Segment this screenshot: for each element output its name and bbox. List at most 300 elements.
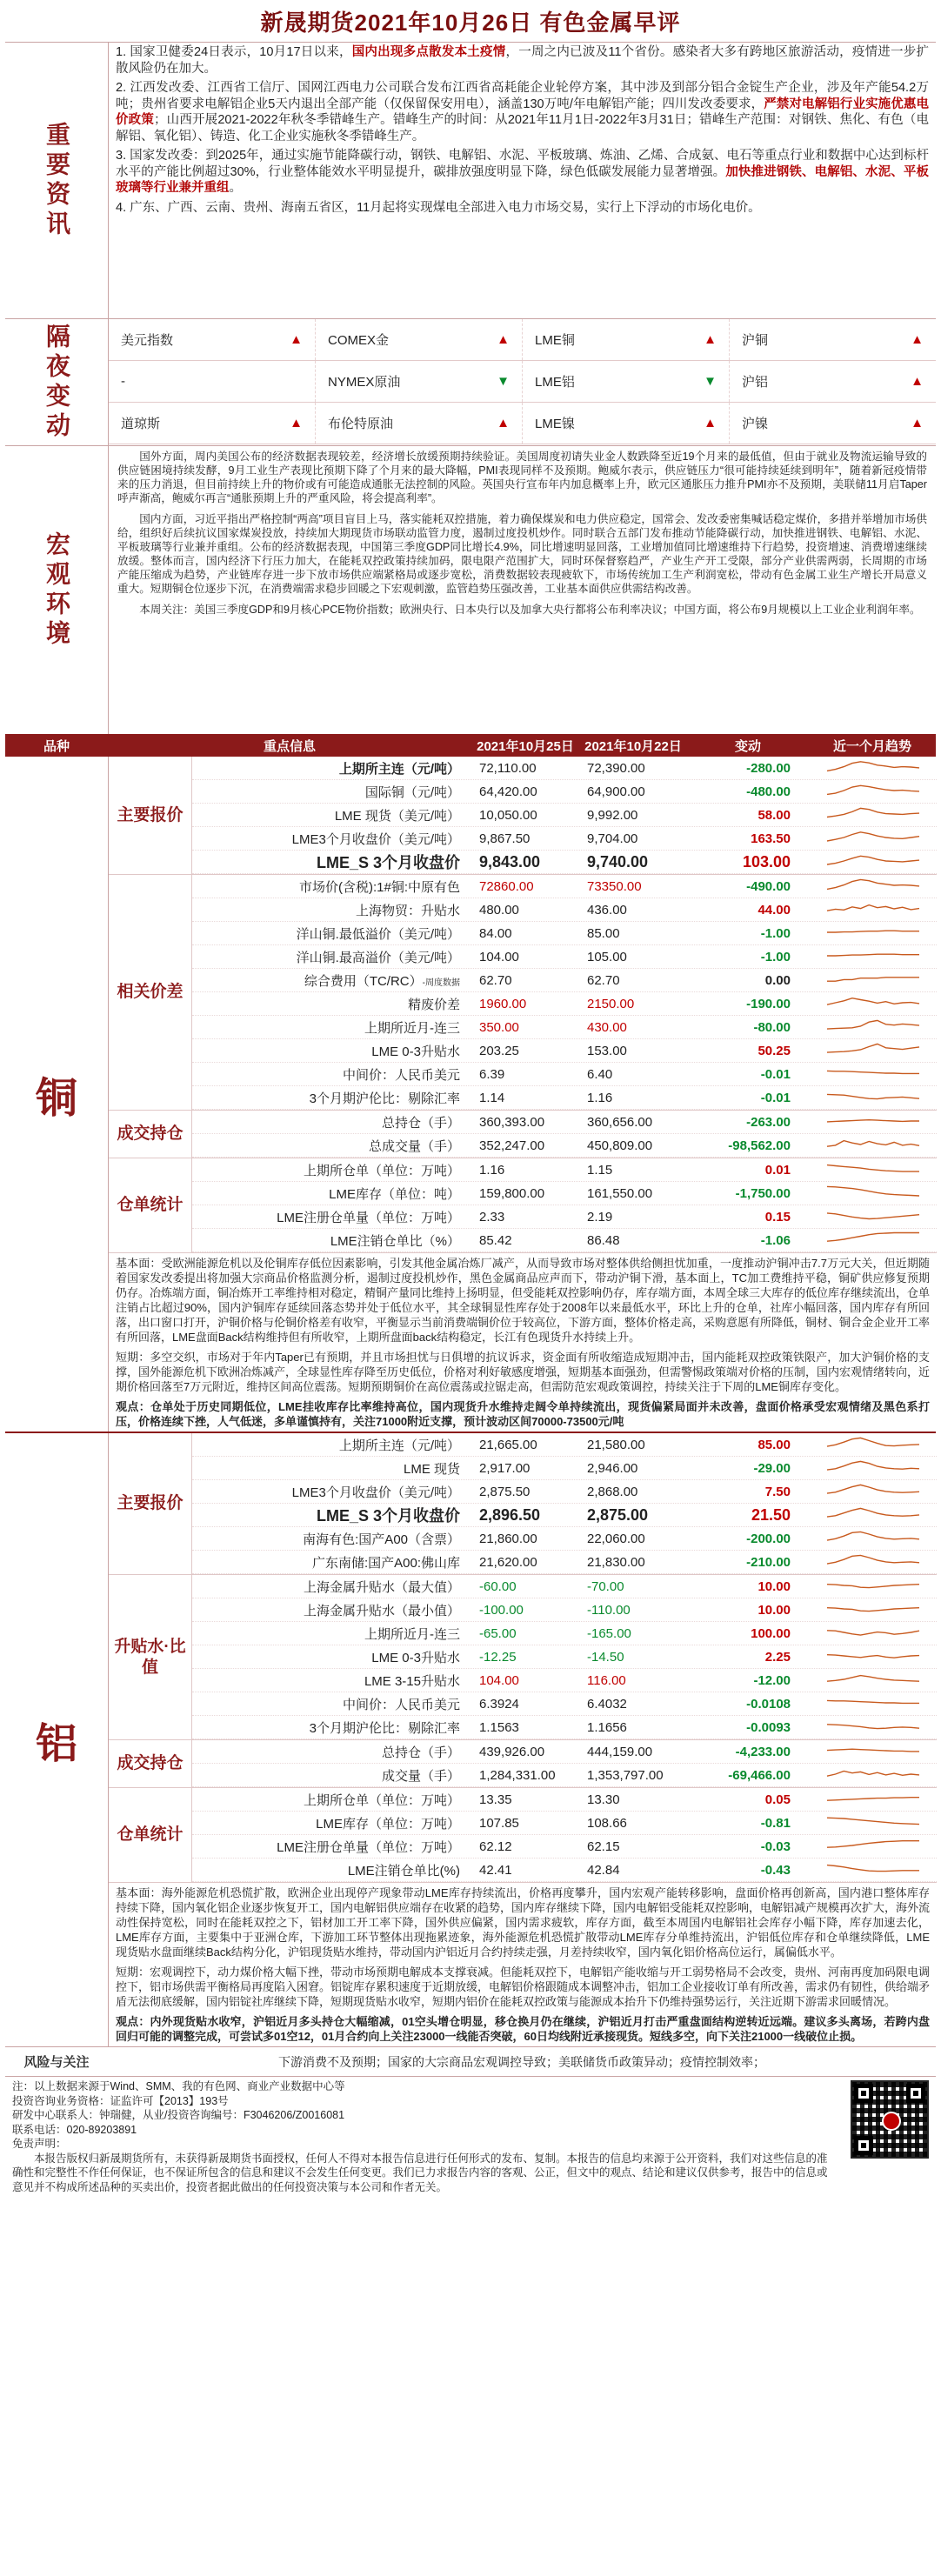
trend-sparkline (825, 1112, 921, 1131)
metric-name (192, 1672, 472, 1690)
trend-cell (810, 898, 937, 921)
metric-name-text: 南海有色:国产A00（含票） (303, 1532, 460, 1547)
change-value: 100.00 (751, 1625, 791, 1641)
table-row (192, 851, 937, 874)
trend-cell (810, 1692, 937, 1715)
metric-name (192, 1231, 472, 1250)
aluminum-view-note: 观点：内外现货贴水收窄，沪铝近月多头持仓大幅缩减，01空头增仓明显，移仓换月仍在继续，沪铝近月打击严重盘面结构逆转近远端。建议多头离场，若跨内盘回归可能的调整完成，可尝试多01空12，01月合约向上关注23000一线能否突破，60日均线附近承接现货。短线多空，向下关注21000一线破位止损。 (116, 2015, 930, 2043)
metric-name-text: 洋山铜.最低溢价（美元/吨） (296, 926, 460, 942)
value-oct22: 105.00 (587, 949, 627, 964)
metric-group (109, 1788, 937, 1883)
value-oct22: 64,900.00 (587, 784, 645, 799)
table-row (192, 1645, 937, 1669)
change-value: -200.00 (746, 1531, 791, 1546)
trend-cell (810, 1504, 937, 1526)
overnight-row (109, 319, 936, 361)
aluminum-short-note: 短期：宏观调控下，动力煤价格大幅下挫，带动市场预期电解成本支撑衰减。但能耗双控下，电解铝产能收缩与开工弱势格局不会改变，贵州、河南再度加码限电调控下，铝市场供需平衡格局再度陷入困窘。铝锭库存累积速度于近期放缓，电解铝价格跟随成本调整冲击，铝加工企业接收订单有所改善，需求仍有韧性，供给端矛盾无法彻底缓解，国内铝锭社库继续下降，短期现货贴水收窄，短期内铝价在能耗双控政策与能源成本抬升下仍维持强势运行，关注近期下游需求回暖情况。 (116, 1965, 931, 2008)
trend-line (827, 1676, 919, 1682)
trend-cell (810, 1788, 937, 1811)
trend-cell (810, 827, 937, 850)
trend-line (827, 1438, 919, 1446)
table-row (192, 1433, 937, 1457)
trend-line (827, 1772, 919, 1777)
trend-line (827, 1141, 919, 1147)
value-oct25: 72,110.00 (479, 760, 537, 776)
value-oct22: 1.15 (587, 1162, 613, 1178)
trend-cell (810, 1764, 937, 1786)
table-row (192, 1086, 937, 1110)
news-item (109, 146, 936, 198)
table-row (192, 757, 937, 780)
value-oct25: 72860.00 (479, 878, 534, 894)
value-oct25: -60.00 (479, 1578, 517, 1594)
up-triangle-icon: ▲ (704, 416, 717, 430)
trend-sparkline (825, 782, 921, 801)
trend-sparkline (825, 1577, 921, 1596)
trend-line (827, 1585, 919, 1588)
metric-group (109, 1158, 937, 1253)
value-oct22: 62.70 (587, 972, 620, 988)
table-row (192, 1551, 937, 1574)
table-row (192, 1182, 937, 1205)
trend-sparkline (825, 1136, 921, 1155)
value-oct25: 2,917.00 (479, 1460, 531, 1476)
value-oct22: 2150.00 (587, 996, 635, 1011)
trend-sparkline (825, 1041, 921, 1060)
metric-name-note: -周度数据 (422, 978, 460, 988)
value-oct25: 104.00 (479, 949, 519, 964)
change-value: 0.15 (764, 1209, 791, 1225)
table-row (192, 1692, 937, 1716)
value-oct22: 2.19 (587, 1209, 613, 1225)
metric-name (192, 1648, 472, 1666)
table-row (192, 1764, 937, 1787)
metric-group-label: 成交持仓 (109, 1111, 192, 1158)
trend-line (827, 905, 919, 911)
metric-rows (192, 1111, 937, 1158)
value-oct22: 73350.00 (587, 878, 642, 894)
metric-rows (192, 1433, 937, 1574)
metric-rows (192, 875, 937, 1110)
value-oct25: 1,284,331.00 (479, 1767, 556, 1783)
footer (5, 2076, 936, 2197)
trend-sparkline (825, 1458, 921, 1478)
aluminum-groups (109, 1433, 937, 1883)
value-oct22: -14.50 (587, 1649, 624, 1665)
trend-cell (810, 804, 937, 826)
change-value: 0.01 (764, 1162, 791, 1178)
copper-body (108, 757, 937, 1431)
trend-cell (810, 1205, 937, 1228)
value-oct22: 2,868.00 (587, 1484, 638, 1499)
trend-cell (810, 1039, 937, 1062)
copper-section (5, 757, 936, 1431)
news-item-text: ；山西开展2021-2022年秋冬季错峰生产。错峰生产的时间：从2021年11月1日-2022年3月31日；错峰生产范围：对钢铁、焦化、有色（电解铝、氧化铝）、铸造、化工企业实施秋冬季错峰生产。 (116, 113, 929, 143)
trend-cell (810, 1859, 937, 1881)
overnight-label: 隔夜变动 (43, 323, 71, 442)
table-row (192, 1575, 937, 1598)
news-item-highlight: 加快推进钢铁、电解铝、水泥、平板玻璃等行业兼并重组 (116, 164, 929, 195)
metric-name (192, 1766, 472, 1785)
table-row (192, 1039, 937, 1063)
trend-cell (810, 1669, 937, 1692)
table-row (192, 1859, 937, 1882)
value-oct22: 62.15 (587, 1839, 620, 1854)
table-row (192, 1716, 937, 1739)
overnight-row (109, 403, 936, 444)
metric-name-text: LME 3-15升贴水 (364, 1673, 460, 1689)
change-value: 10.00 (757, 1602, 791, 1618)
value-oct22: 72,390.00 (587, 760, 645, 776)
overnight-name: 道琼斯 (121, 417, 161, 431)
metric-name-text: 3个月期沪伦比：剔除汇率 (309, 1091, 460, 1106)
trend-line (827, 762, 919, 771)
overnight-cell (109, 361, 316, 402)
trend-line (827, 954, 919, 956)
table-row (192, 1504, 937, 1527)
change-value: -0.43 (760, 1862, 791, 1878)
trend-cell (810, 1551, 937, 1573)
trend-sparkline (825, 805, 921, 824)
metric-name-text: 上海物贸：升贴水 (355, 903, 460, 918)
metric-name (192, 948, 472, 966)
trend-line (827, 808, 919, 817)
header-change: 变动 (734, 738, 761, 754)
value-oct25: 107.85 (479, 1815, 519, 1831)
value-oct22: 444,159.00 (587, 1744, 653, 1759)
copper-groups (109, 757, 937, 1253)
metric-rows (192, 1158, 937, 1252)
trend-cell (810, 945, 937, 968)
metric-name (192, 830, 472, 848)
trend-line (827, 1841, 919, 1848)
metric-name-text: 上海金属升贴水（最大值） (303, 1579, 460, 1595)
metric-group (109, 1740, 937, 1788)
metric-name-text: LME_S 3个月收盘价 (316, 1507, 460, 1525)
metric-group (109, 1433, 937, 1575)
metric-name-text: 上期所仓单（单位：万吨） (303, 1163, 460, 1178)
metric-name (192, 1483, 472, 1501)
trend-sparkline (825, 1160, 921, 1179)
trend-sparkline (825, 1765, 921, 1785)
header-key-info: 重点信息 (263, 738, 316, 754)
trend-cell (810, 1111, 937, 1133)
copper-basic-note: 基本面：受欧洲能源危机以及伦铜库存低位因素影响，引发其他金属冶炼厂减产，从而导致市场对整体供给侧担忧加重，一度推动沪铜冲击7.7万元大关，但近期随着国家发改委提出将加强大宗商品价格监测分析，遏制过度投机炒作，黑色金属商品应声而下，带动沪铜下滑，基本面上，TC加工费维持平稳，铜矿供应修复预期仍存。冶炼端方面，铜冶炼开工率维持相对稳定，精铜产量同比维持上扬明显，但受能耗双控影响仍存，库存端方面，本周全球三大库存的低位库存继续流出，仓单注销占比超过90%，国内沪铜库存延续回落态势并处于低位水平，其全球铜显性库存处于2008年以来最低水平，环比上升的仓单，社库小幅回落，国内库存有所回落，出口窗口打开，沪铜价格与伦铜价格差有收窄，平衡显示当前消费端铜价位于较高位，下游方面，整体价格走高，采购意愿有所降低，铜材、铜合金企业开工率有所回落，LME盘面Back结构维持但有所收窄，上期所盘面back结构稳定，长江有色现货升水持续上升。 (116, 1257, 931, 1344)
trend-line (827, 1655, 919, 1658)
news-body (108, 43, 936, 318)
change-value: -0.01 (760, 1066, 791, 1082)
table-row (192, 804, 937, 827)
overnight-cell (730, 361, 936, 402)
table-row (192, 922, 937, 945)
change-value: 10.00 (757, 1578, 791, 1594)
overnight-name: LME镍 (535, 417, 575, 431)
risk-row (5, 2046, 936, 2076)
trend-line (827, 1798, 919, 1801)
metric-name-text: 中间价：人民币美元 (342, 1067, 460, 1083)
table-row (192, 1016, 937, 1039)
trend-cell (810, 992, 937, 1015)
metric-name (192, 1089, 472, 1107)
value-oct25: 9,843.00 (479, 852, 541, 871)
footer-text (5, 2077, 844, 2197)
value-oct22: -110.00 (587, 1602, 631, 1618)
change-value: 21.50 (751, 1505, 791, 1524)
change-value: -29.00 (753, 1460, 791, 1476)
change-value: -98,562.00 (728, 1138, 791, 1153)
value-oct25: -12.25 (479, 1649, 517, 1665)
trend-cell (810, 875, 937, 898)
value-oct22: 9,704.00 (587, 831, 638, 846)
change-value: -1,750.00 (735, 1185, 791, 1201)
table-row (192, 1669, 937, 1692)
change-value: -0.0093 (746, 1719, 791, 1735)
trend-sparkline (825, 852, 921, 871)
trend-line (827, 1725, 919, 1729)
change-value: -4,233.00 (735, 1744, 791, 1759)
macro-paragraph: 国外方面，周内美国公布的经济数据表现较差，经济增长放缓预期持续验证。美国周度初请失业金人数跌降至近19个月来的最低值，但由于就业及物流运输导致的供应链困境持续发酵，9月工业生产表现比预期下降了个月来的最大降幅，PMI表现同样不及预期。鲍威尔表示，供应链压力“很可能持续延续到明年”，随着新冠疫情带来的压力消退，但目前持续上升的物价或有可能造成通胀无法控制的风险。英国央行宣布年内加息概率上升，欧元区通胀压力推升PMI亦不及预期，美联储11月启Taper呼声渐高，鲍威尔再言“通胀预期上升的严重风险，将会提高利率”。 (117, 450, 927, 504)
metric-name (192, 1436, 472, 1454)
metric-group-label: 相关价差 (109, 875, 192, 1110)
value-oct25: 350.00 (479, 1019, 519, 1035)
value-oct22: 450,809.00 (587, 1138, 653, 1153)
trend-sparkline (825, 947, 921, 966)
metric-name-text: 洋山铜.最高溢价（美元/吨） (296, 950, 460, 965)
trend-sparkline (825, 1482, 921, 1501)
change-value: -12.00 (753, 1672, 791, 1688)
news-label: 重要资讯 (43, 121, 71, 240)
trend-line (827, 1020, 919, 1029)
change-value: -210.00 (746, 1554, 791, 1570)
footer-line-disclaimer-title: 免责声明： (12, 2138, 67, 2150)
value-oct22: 86.48 (587, 1232, 620, 1248)
change-value: -0.81 (760, 1815, 791, 1831)
metric-name (192, 1625, 472, 1643)
metric-rows (192, 1575, 937, 1739)
trend-sparkline (825, 1647, 921, 1666)
metric-name (192, 1791, 472, 1809)
metric-name (192, 1861, 472, 1879)
metric-name-text: LME注册仓单量（单位：万吨） (277, 1839, 460, 1855)
metric-name (192, 1208, 472, 1226)
metric-name-text: LME 0-3升贴水 (371, 1650, 460, 1665)
qr-code-icon[interactable] (851, 2080, 929, 2159)
metric-group (109, 875, 937, 1111)
header-variety: 品种 (43, 738, 70, 754)
overnight-name: COMEX金 (328, 333, 390, 348)
aluminum-body (108, 1433, 937, 2046)
footer-line-license: 投资咨询业务资格：证监许可【2013】193号 (12, 2094, 229, 2107)
value-oct25: 13.35 (479, 1792, 512, 1807)
trend-cell (810, 1598, 937, 1621)
value-oct25: 21,860.00 (479, 1531, 537, 1546)
table-row (192, 875, 937, 898)
overnight-cell (109, 403, 316, 444)
trend-cell (810, 1527, 937, 1550)
metric-name (192, 851, 472, 873)
trend-cell (810, 1645, 937, 1668)
trend-cell (810, 922, 937, 944)
trend-line (827, 1631, 919, 1635)
overnight-name: 沪镍 (742, 417, 769, 431)
copper-view-note: 观点：仓单处于历史同期低位，LME挂收库存比率维持高位，国内现货升水维持走阔令单持续流出，现货偏紧局面并未改善，盘面价格承受宏观情绪及黑色系打压，价格连续下挫，人气低迷，多单谨慎持有，关注71000附近支撑，预计波动区间70000-73500元/吨 (116, 1400, 930, 1428)
trend-sparkline (825, 1018, 921, 1037)
macro-paragraph: 本周关注：美国三季度GDP和9月核心PCE物价指数；欧洲央行、日本央行以及加拿大央行都将公布利率决议；中国方面，将公布9月规模以上工业企业利润年率。 (139, 604, 921, 616)
trend-cell (810, 1575, 937, 1598)
trend-sparkline (825, 1435, 921, 1454)
value-oct25: 21,620.00 (479, 1554, 537, 1570)
value-oct22: 13.30 (587, 1792, 620, 1807)
trend-cell (810, 1182, 937, 1205)
value-oct22: 85.00 (587, 925, 620, 941)
overnight-grid (108, 319, 936, 445)
metric-group-label: 主要报价 (109, 1433, 192, 1574)
overnight-name: 美元指数 (121, 333, 174, 348)
overnight-cell (316, 403, 523, 444)
metric-name (192, 1601, 472, 1619)
trend-sparkline (825, 1184, 921, 1203)
table-row (192, 780, 937, 804)
value-oct22: 1.1656 (587, 1719, 627, 1735)
metric-name (192, 759, 472, 777)
metric-group-label: 升贴水·比值 (109, 1575, 192, 1739)
trend-line (827, 1233, 919, 1242)
trend-sparkline (825, 1624, 921, 1643)
value-oct25: 1.14 (479, 1090, 505, 1105)
change-value: 44.00 (757, 902, 791, 918)
trend-cell (810, 1063, 937, 1085)
value-oct22: -70.00 (587, 1578, 624, 1594)
trend-cell (810, 851, 937, 873)
trend-sparkline (825, 1671, 921, 1690)
copper-label: 铜 (35, 1073, 77, 1123)
news-item-text: 2. 江西发改委、江西省工信厅、国网江西电力公司联合发布江西省高耗能企业轮停方案，其中涉及到部分铝合金锭生产企业，涉及年产能54.2万吨；贵州省要求电解铝企业5天内退出全部产能（仅保留保安用电），涵盖130万吨/年电解铝产能；四川发改委要求， (116, 81, 929, 111)
trend-sparkline (825, 829, 921, 848)
trend-sparkline (825, 994, 921, 1013)
value-oct25: 439,926.00 (479, 1744, 545, 1759)
change-value: 50.25 (757, 1043, 791, 1058)
trend-line (827, 1120, 919, 1122)
metric-name (192, 1065, 472, 1084)
metric-name (192, 971, 472, 990)
value-oct25: 480.00 (479, 902, 519, 918)
metric-name (192, 1459, 472, 1478)
trend-line (827, 1749, 919, 1752)
trend-sparkline (825, 1600, 921, 1619)
value-oct25: 85.42 (479, 1232, 512, 1248)
overnight-name: - (121, 374, 125, 389)
news-item (109, 43, 936, 78)
overnight-cell (316, 361, 523, 402)
metric-name-text: LME3个月收盘价（美元/吨） (291, 1485, 460, 1500)
footer-line-source: 注：以上数据来源于Wind、SMM、我的有色网、商业产业数据中心等 (12, 2080, 345, 2092)
metric-name-text: LME3个月收盘价（美元/吨） (291, 831, 460, 847)
trend-line (827, 1865, 919, 1872)
metric-name-text: LME注销仓单比(%) (347, 1863, 460, 1879)
value-oct22: 108.66 (587, 1815, 627, 1831)
trend-line (827, 1608, 919, 1612)
metric-rows (192, 1740, 937, 1787)
news-item-text: 1. 国家卫健委24日表示，10月17日以来， (116, 45, 352, 59)
value-oct25: 1.16 (479, 1162, 505, 1178)
risk-text: 下游消费不及预期；国家的大宗商品宏观调控导致；美联储货币政策异动；疫情控制效率； (278, 2054, 765, 2069)
trend-sparkline (825, 1694, 921, 1713)
trend-line (827, 998, 919, 1005)
value-oct25: 1.1563 (479, 1719, 519, 1735)
trend-cell (810, 1716, 937, 1738)
metric-name-text: 上期所主连（元/吨） (338, 1438, 460, 1453)
table-row (192, 1835, 937, 1859)
metric-group-label: 仓单统计 (109, 1788, 192, 1882)
metric-name (192, 1695, 472, 1713)
trend-cell (810, 1433, 937, 1456)
up-triangle-icon: ▲ (290, 332, 303, 347)
up-triangle-icon: ▲ (911, 332, 924, 347)
change-value: -69,466.00 (728, 1767, 791, 1783)
news-item-highlight: 严禁对电解铝行业实施优惠电价政策 (116, 97, 930, 127)
metric-name (192, 1113, 472, 1131)
table-row (192, 1527, 937, 1551)
change-value: 7.50 (764, 1484, 791, 1499)
trend-line (827, 1094, 919, 1098)
metric-name-text: LME 0-3升贴水 (371, 1044, 460, 1059)
trend-sparkline (825, 1529, 921, 1548)
metric-name (192, 1718, 472, 1737)
overnight-cell (523, 361, 730, 402)
news-item-text: 4. 广东、广西、云南、贵州、海南五省区，11月起将实现煤电全部进入电力市场交易，实行上下浮动的市场化电价。 (116, 200, 761, 215)
table-row (192, 1229, 937, 1252)
value-oct22: 9,992.00 (587, 807, 638, 823)
value-oct22: 116.00 (587, 1672, 626, 1688)
news-item-text: 。 (229, 181, 242, 195)
change-value: -0.0108 (746, 1696, 791, 1712)
trend-line (827, 1461, 919, 1470)
metric-name (192, 901, 472, 919)
metric-name-text: 综合费用（TC/RC） (304, 973, 423, 989)
metric-name-text: 成交量（手） (381, 1768, 460, 1784)
down-triangle-icon: ▼ (497, 374, 510, 389)
value-oct25: 42.41 (479, 1862, 512, 1878)
news-item-text: ，一周之内已波及11个省份。感染者大多有跨地区旅游活动，疫情进一步扩散风险仍在加大。 (116, 45, 929, 76)
aluminum-basic-note: 基本面：海外能源危机恐慌扩散，欧洲企业出现停产现象带动LME库存持续流出，价格再度攀升，国内宏观产能转移影响，盘面价格再创新高，国内港口整体库存持续下降，国内氧化铝企业逐步恢复开工，国内电解铝供应端存在收紧的趋势，国内库存继续下降，国内电解铝受能耗双控影响，电解铝减产规模再次扩大，海外流动性保持宽松，同时在能耗双控之下，铝材加工开工率下降，国外供应偏紧，国内需求疲软，库存方面，截至本周国内电解铝社会库存小幅下降，库存加速去化，LME库存方面，主要集中于亚洲仓库，下游加工环节整体出现拖累迹象，海外能源危机恐慌扩散带动LME库存分单维持流出，沪铝低位库存和仓单继续降低，LME现货贴水盘面继续Back结构分化，沪铝现货贴水维持，带动国内沪铝近月合约持续走强，月差持续收窄，国内氧化铝价格高位运行，属偏低水平。 (116, 1886, 931, 1959)
value-oct25: 6.39 (479, 1066, 505, 1082)
value-oct22: 360,656.00 (587, 1114, 653, 1130)
trend-line (827, 1555, 919, 1564)
table-row (192, 1622, 937, 1645)
metric-name-text: 3个月期沪伦比：剔除汇率 (309, 1720, 460, 1736)
metric-name-text: 市场价(含税):1#铜:中原有色 (298, 879, 460, 895)
header-trend: 近一个月趋势 (832, 738, 911, 754)
metric-name-text: 上期所仓单（单位：万吨） (303, 1792, 460, 1808)
table-row (192, 827, 937, 851)
value-oct22: 21,830.00 (587, 1554, 645, 1570)
metric-name (192, 783, 472, 801)
overnight-cell (730, 319, 936, 360)
value-oct25: -65.00 (479, 1625, 517, 1641)
change-value: 0.00 (764, 972, 791, 988)
trend-sparkline (825, 1813, 921, 1832)
aluminum-section (5, 1431, 936, 2046)
overnight-cell (316, 319, 523, 360)
metric-name-text: 上期所近月-连三 (364, 1020, 460, 1036)
trend-line (827, 1165, 919, 1172)
value-oct22: 21,580.00 (587, 1437, 645, 1452)
value-oct25: -100.00 (479, 1602, 524, 1618)
metric-name (192, 1137, 472, 1155)
value-oct25: 62.12 (479, 1839, 512, 1854)
trend-sparkline (825, 1718, 921, 1737)
trend-sparkline (825, 1790, 921, 1809)
